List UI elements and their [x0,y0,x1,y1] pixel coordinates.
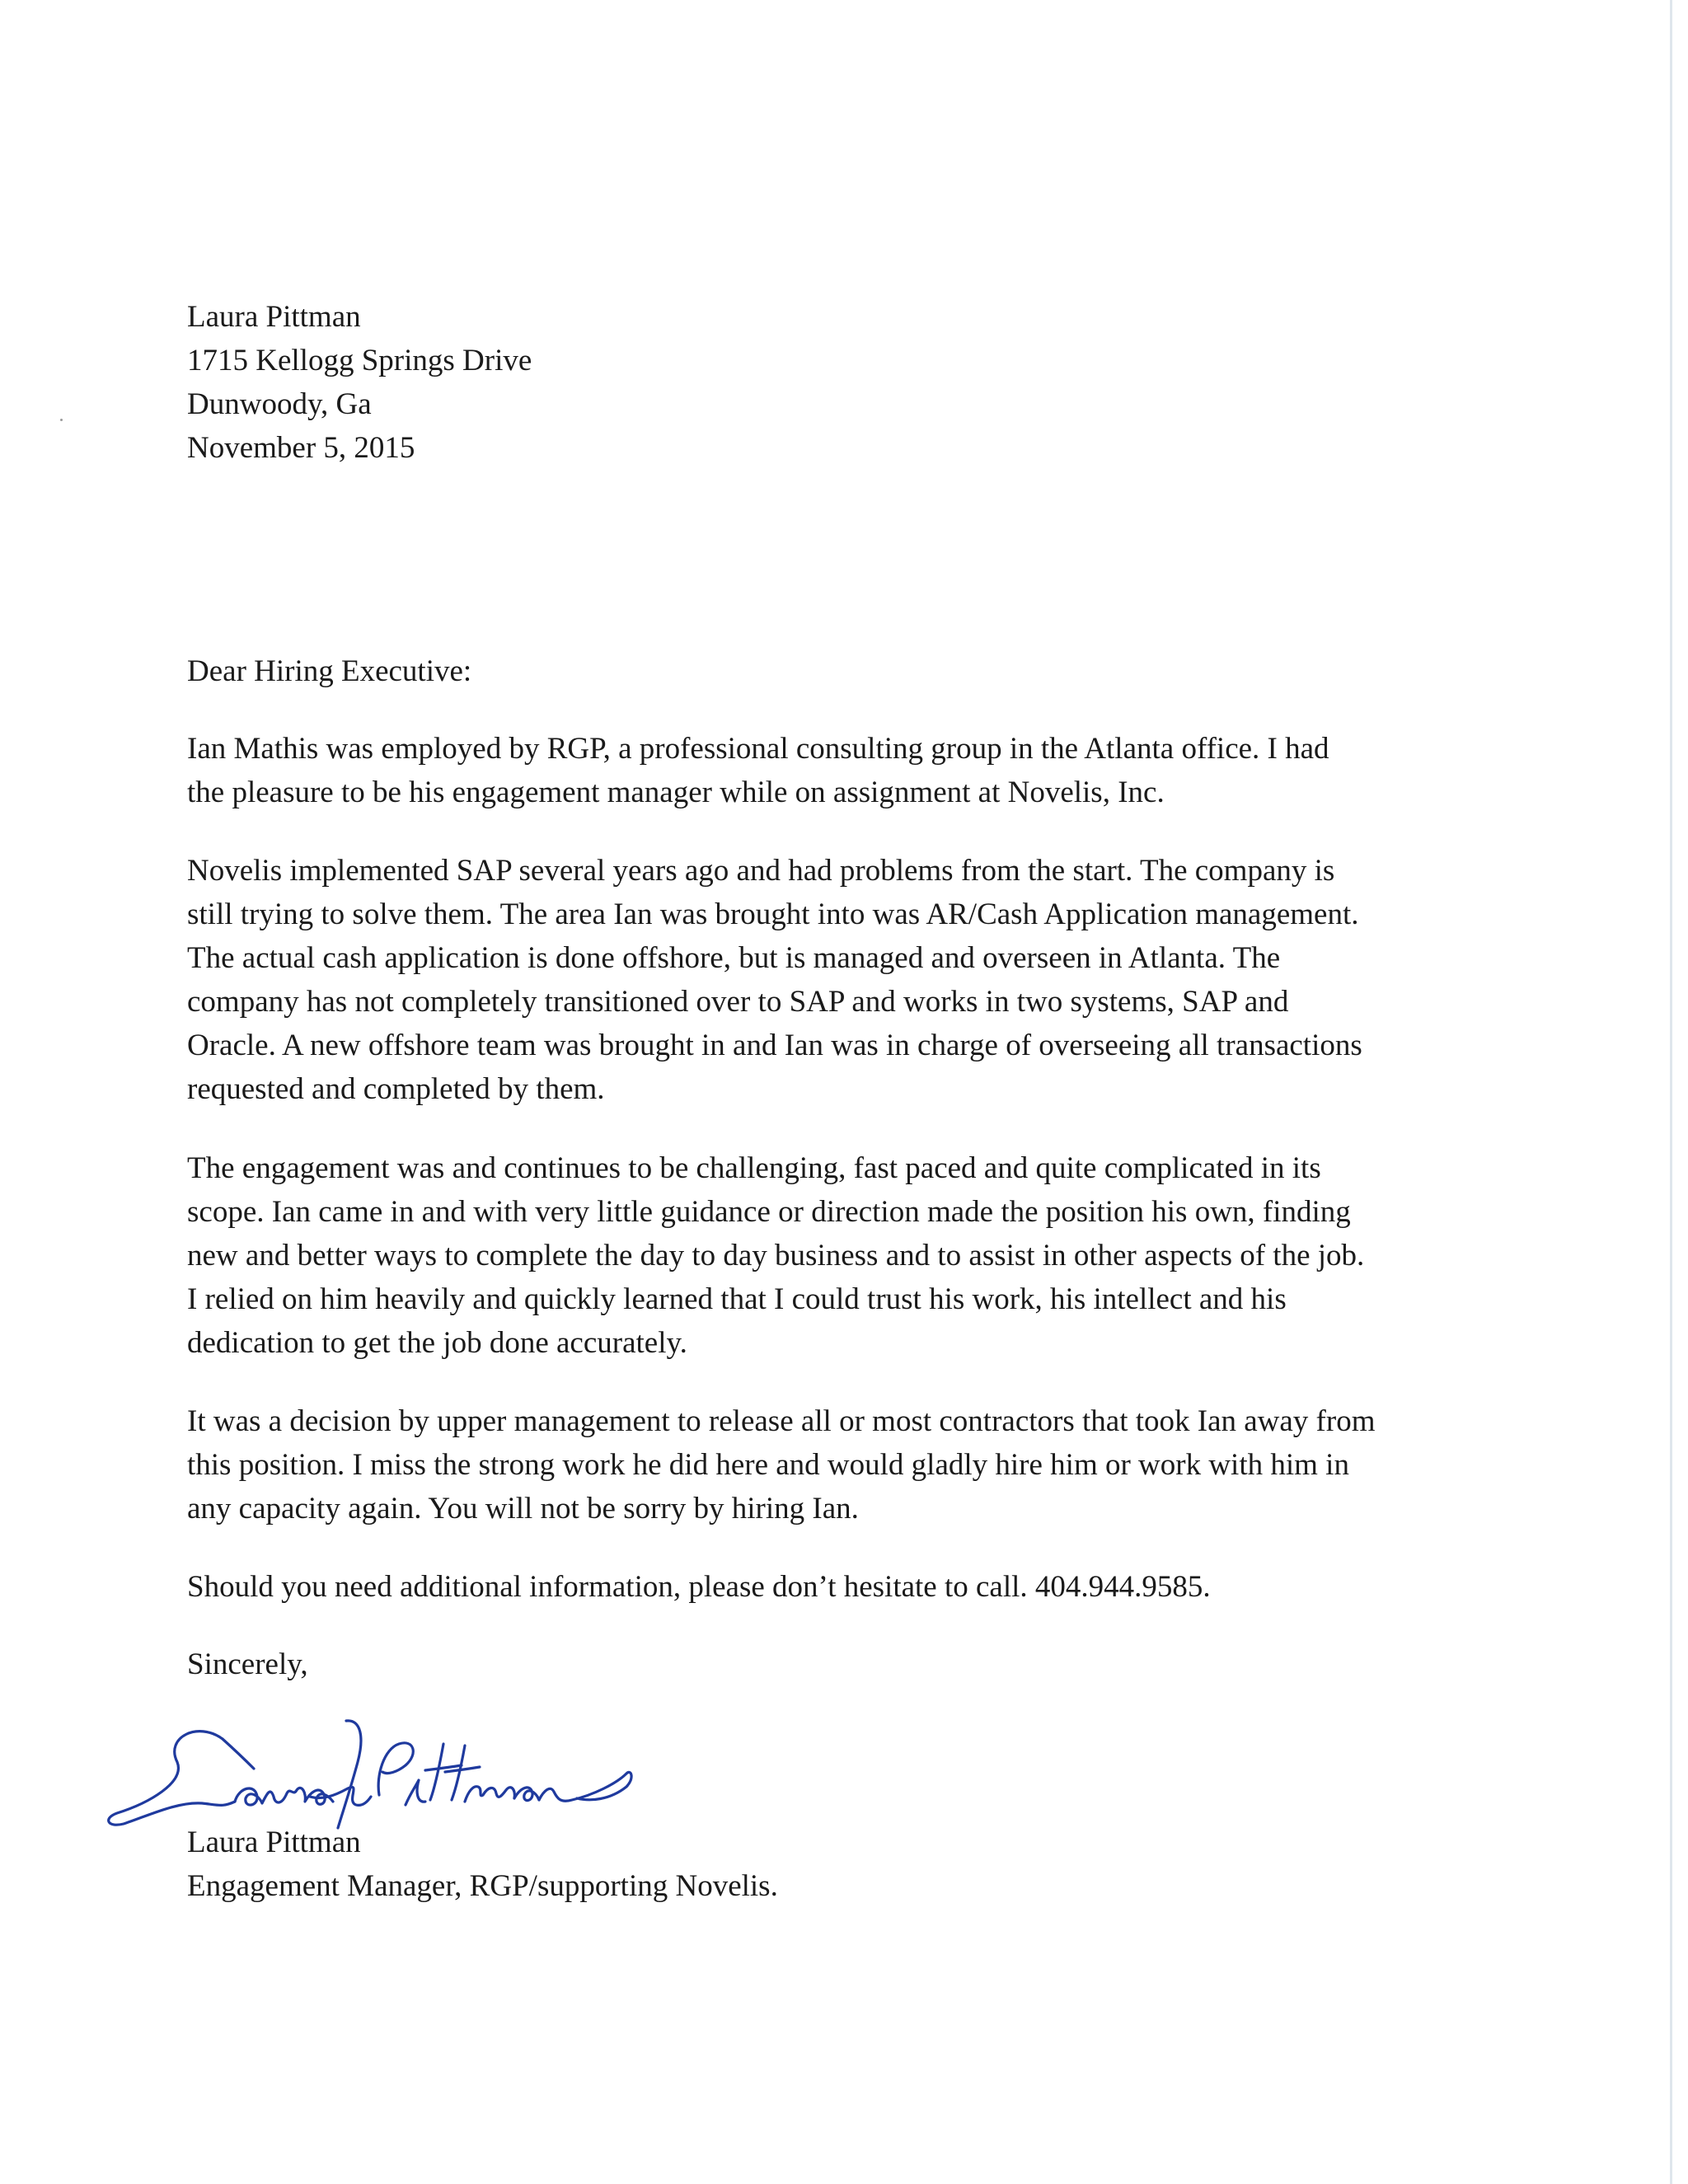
sender-street: 1715 Kellogg Springs Drive [187,344,532,377]
handwritten-signature [99,1704,701,1836]
paragraph-line: dedication to get the job done accurately. [187,1326,687,1360]
paragraph-line: The engagement was and continues to be challenging, fast paced and quite complicated in its [187,1151,1321,1185]
paragraph-line: Oracle. A new offshore team was brought in and Ian was in charge of overseeing all transactions [187,1029,1362,1062]
paragraph-line: new and better ways to complete the day to day business and to assist in other aspects of the job. [187,1239,1365,1272]
sender-name: Laura Pittman [187,300,361,334]
salutation: Dear Hiring Executive: [187,654,472,688]
paragraph-4 [187,1399,1506,1530]
letter-date: November 5, 2015 [187,431,415,465]
paragraph-2 [187,849,1506,1111]
paragraph-line: The actual cash application is done offshore, but is managed and overseen in Atlanta. The [187,941,1281,975]
paragraph-3 [187,1146,1506,1365]
sender-address-block [187,295,1506,470]
scan-speck [60,419,63,421]
paragraph-line: scope. Ian came in and with very little guidance or direction made the position his own, finding [187,1195,1351,1229]
paragraph-line: this position. I miss the strong work he did here and would gladly hire him or work with him in [187,1448,1349,1482]
closing-salutation: Sincerely, [187,1647,308,1681]
paragraph-line: Should you need additional information, please don’t hesitate to call. 404.944.9585. [187,1570,1211,1604]
signer-name: Laura Pittman [187,1825,361,1859]
signer-title: Engagement Manager, RGP/supporting Novelis. [187,1869,778,1903]
paragraph-line: requested and completed by them. [187,1072,605,1106]
paragraph-line: the pleasure to be his engagement manager while on assignment at Novelis, Inc. [187,776,1165,809]
paragraph-line: any capacity again. You will not be sorry by hiring Ian. [187,1492,859,1526]
signer-block [187,1821,1506,1908]
paragraph-1 [187,727,1506,814]
paragraph-line: I relied on him heavily and quickly learned that I could trust his work, his intellect and his [187,1282,1287,1316]
paragraph-line: company has not completely transitioned over to SAP and works in two systems, SAP and [187,985,1289,1019]
paragraph-line: It was a decision by upper management to release all or most contractors that took Ian away from [187,1404,1376,1438]
scan-edge-line [1670,0,1672,2184]
paragraph-line: Ian Mathis was employed by RGP, a professional consulting group in the Atlanta office. I had [187,732,1329,766]
paragraph-line: still trying to solve them. The area Ian was brought into was AR/Cash Application management. [187,898,1359,931]
paragraph-5 [187,1565,1506,1609]
sender-city: Dunwoody, Ga [187,387,372,421]
paragraph-line: Novelis implemented SAP several years ago and had problems from the start. The company is [187,854,1335,888]
